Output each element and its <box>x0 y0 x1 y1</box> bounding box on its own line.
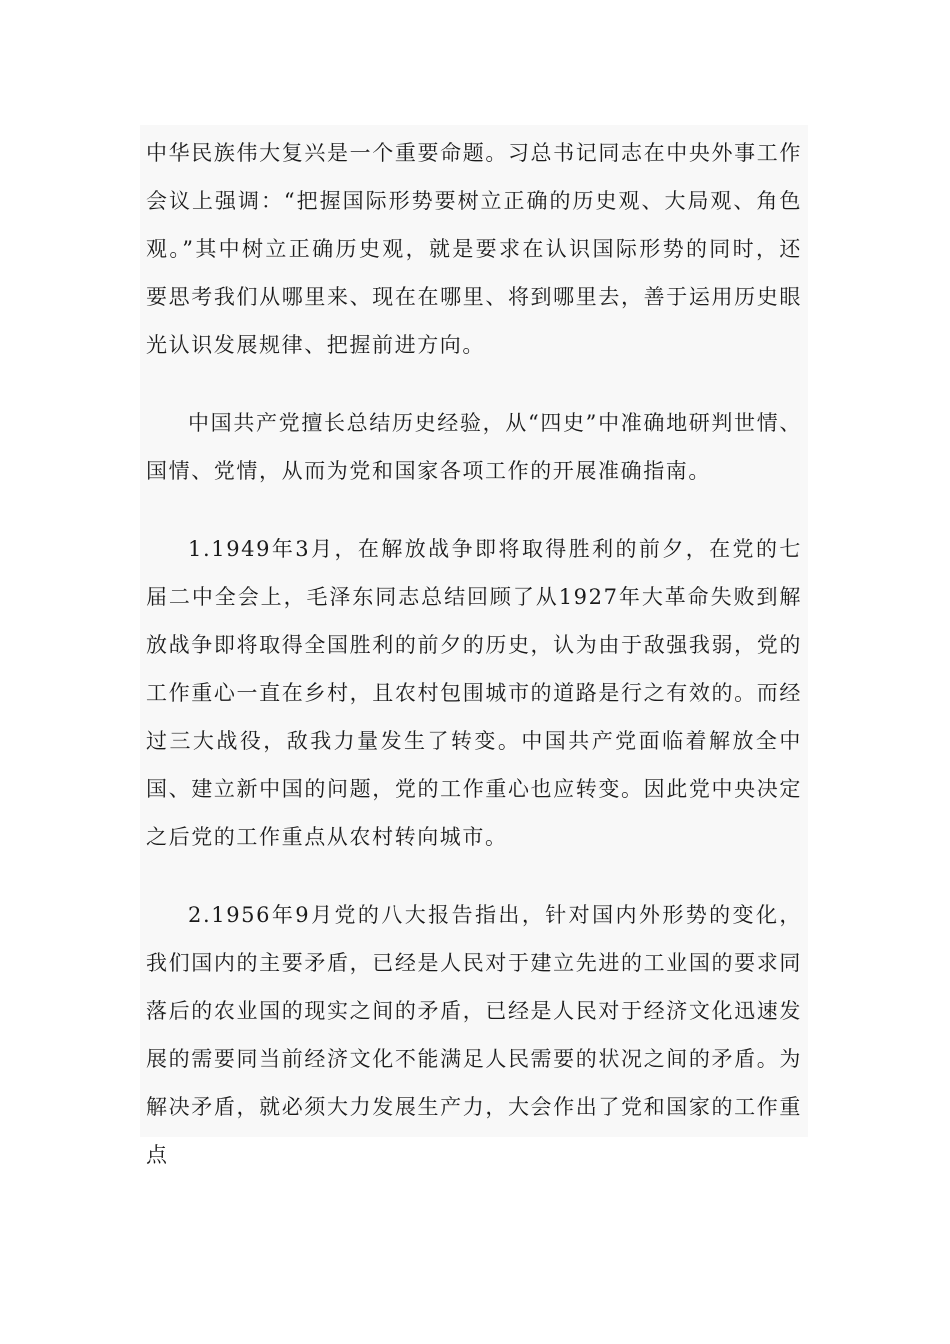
paragraph-intro: 中华民族伟大复兴是一个重要命题。习总书记同志在中央外事工作会议上强调：“把握国际形势要树立正确的历史观、大局观、角色观。”其中树立正确历史观，就是要求在认识国际形势的同时，还要思考我们从哪里来、现在在哪里、将到哪里去，善于运用历史眼光认识发展规律、把握前进方向。 <box>146 141 802 357</box>
paragraph-party-experience: 中国共产党擅长总结历史经验，从“四史”中准确地研判世情、国情、党情，从而为党和国家各项工作的开展准确指南。 <box>146 411 802 483</box>
paragraph-1949: 1.1949年3月，在解放战争即将取得胜利的前夕，在党的七届二中全会上，毛泽东同志总结回顾了从1927年大革命失败到解放战争即将取得全国胜利的前夕的历史，认为由于敌强我弱，党的工作重心一直在乡村，且农村包围城市的道路是行之有效的。而经过三大战役，敌我力量发生了转变。中国共产党面临着解放全中国、建立新中国的问题，党的工作重心也应转变。因此党中央决定之后党的工作重点从农村转向城市。 <box>146 537 802 849</box>
text-block <box>140 125 808 1167</box>
paragraph-1956: 2.1956年9月党的八大报告指出，针对国内外形势的变化，我们国内的主要矛盾，已经是人民对于建立先进的工业国的要求同落后的农业国的现实之间的矛盾，已经是人民对于经济文化迅速发展的需要同当前经济文化不能满足人民需要的状况之间的矛盾。为解决矛盾，就必须大力发展生产力，大会作出了党和国家的工作重点 <box>146 903 802 1167</box>
